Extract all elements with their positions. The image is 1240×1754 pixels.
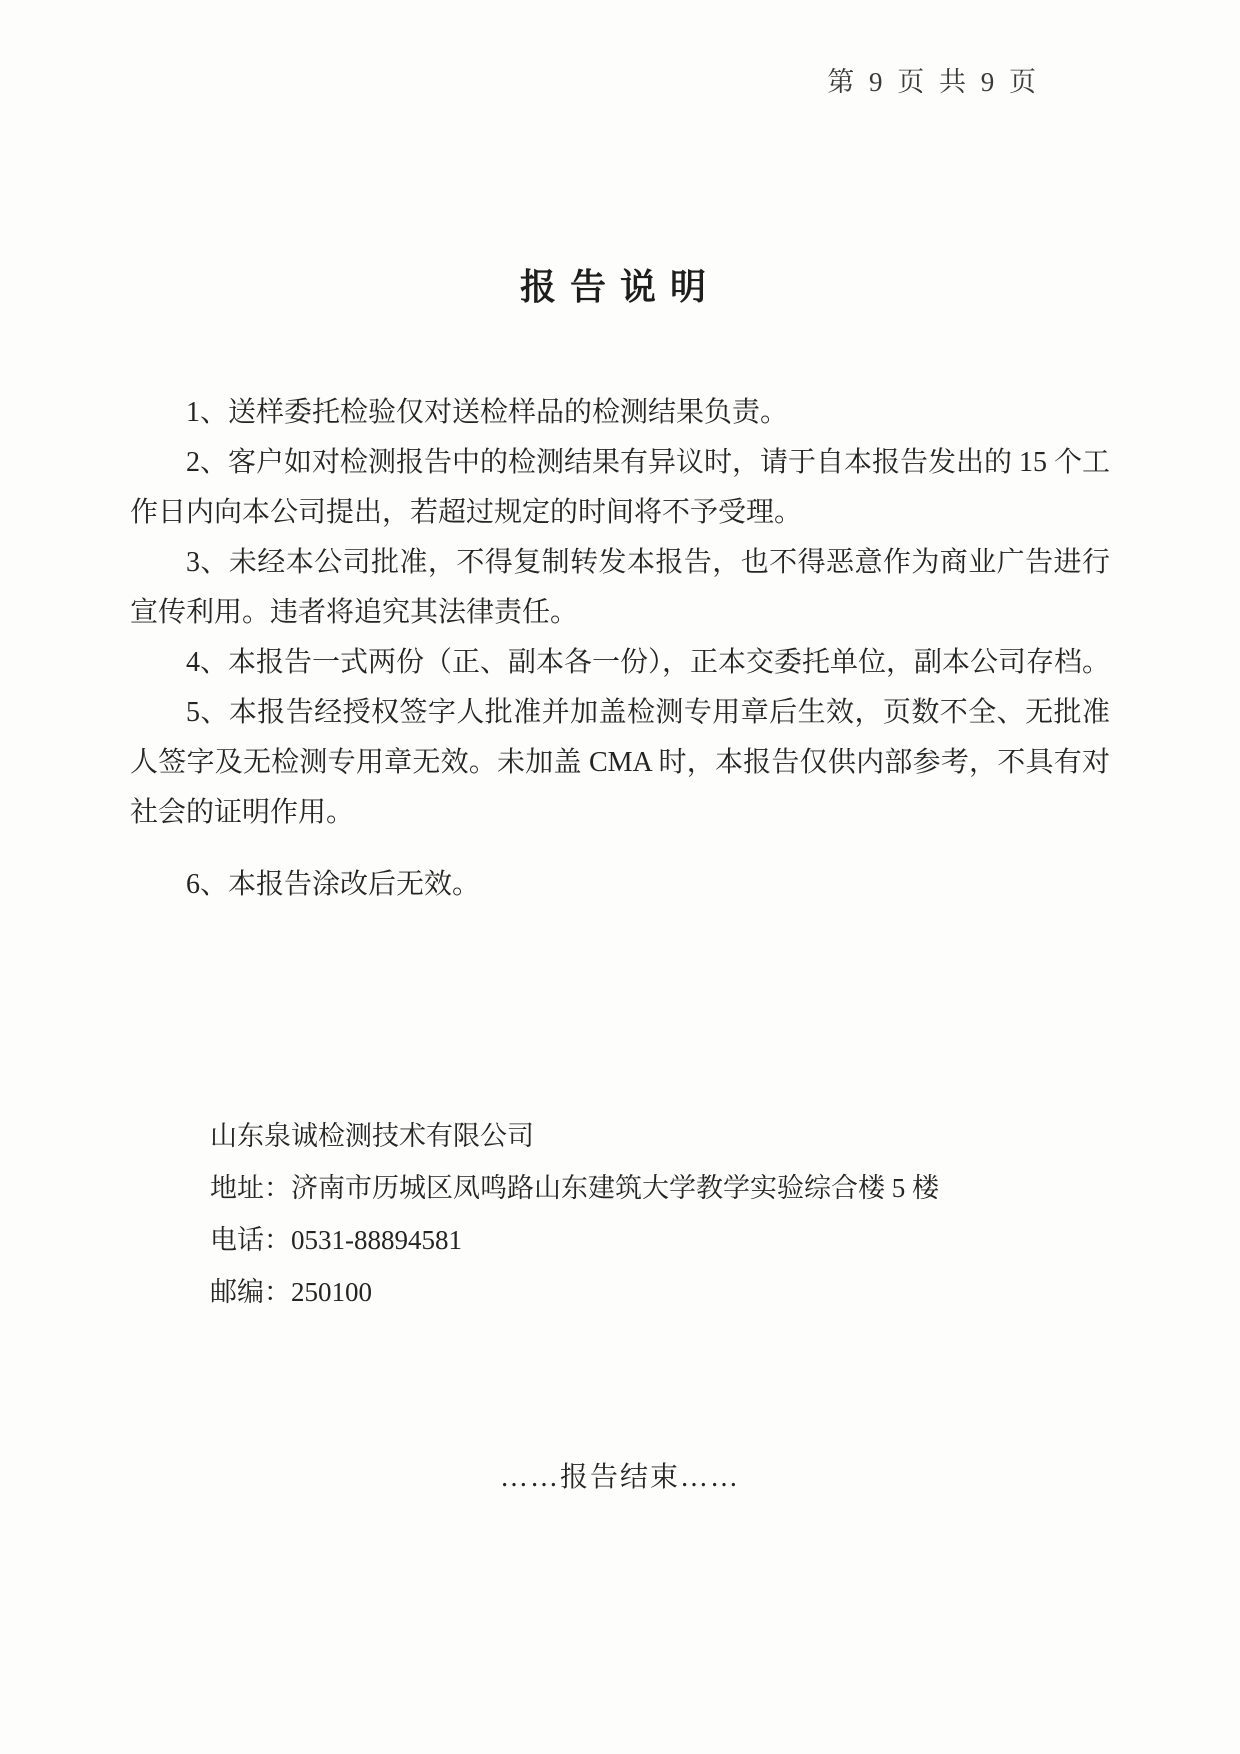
company-postcode-line xyxy=(210,1266,1110,1318)
report-note-4: 4、本报告一式两份（正、副本各一份），正本交委托单位，副本公司存档。 xyxy=(186,647,1111,678)
report-note-5: 5、本报告经授权签字人批准并加盖检测专用章后生效，页数不全、无批准人签字及无检测专用章无效。未加盖 CMA 时，本报告仅供内部参考，不具有对社会的证明作用。 xyxy=(130,697,1110,828)
report-end-marker: ……报告结束…… xyxy=(499,1462,740,1493)
company-info-block xyxy=(210,1110,1110,1318)
phone-label: 电话： xyxy=(210,1225,291,1255)
company-phone-line xyxy=(210,1214,1110,1266)
report-note-6: 6、本报告涂改后无效。 xyxy=(186,869,481,900)
report-note-1: 1、送样委托检验仅对送检样品的检测结果负责。 xyxy=(186,397,789,428)
page-number: 第 9 页 共 9 页 xyxy=(827,67,1040,97)
report-notes-section xyxy=(130,388,1110,910)
company-address-line xyxy=(210,1162,1110,1214)
page-title: 报告说明 xyxy=(519,267,720,307)
postcode-value: 250100 xyxy=(291,1277,372,1307)
company-name: 山东泉诚检测技术有限公司 xyxy=(210,1121,534,1151)
postcode-label: 邮编： xyxy=(210,1277,291,1307)
report-note-2: 2、客户如对检测报告中的检测结果有异议时，请于自本报告发出的 15 个工作日内向本公司提出，若超过规定的时间将不予受理。 xyxy=(130,447,1111,528)
address-value: 济南市历城区凤鸣路山东建筑大学教学实验综合楼 5 楼 xyxy=(291,1173,939,1203)
phone-value: 0531-88894581 xyxy=(291,1225,462,1255)
report-note-3: 3、未经本公司批准，不得复制转发本报告，也不得恶意作为商业广告进行宣传利用。违者将追究其法律责任。 xyxy=(130,547,1110,628)
address-label: 地址： xyxy=(210,1173,291,1203)
